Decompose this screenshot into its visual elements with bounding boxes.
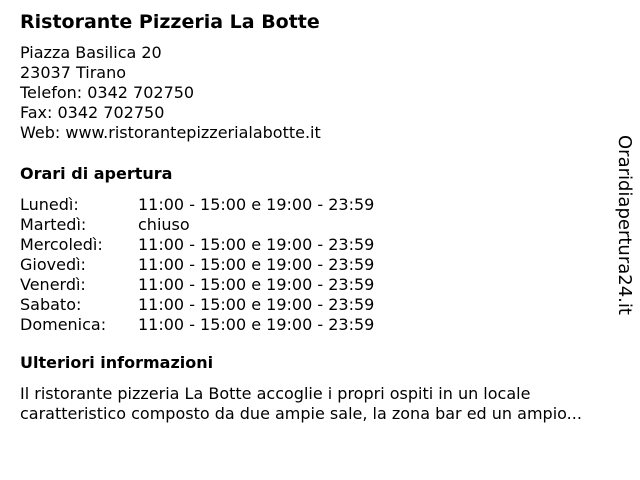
more-info-heading: Ulteriori informazioni (20, 353, 214, 372)
day-label: Giovedì: (20, 255, 86, 274)
hours-row-saturday (20, 295, 374, 315)
phone-number: Telefon: 0342 702750 (20, 83, 195, 102)
site-watermark: Oraridiapertura24.it (614, 135, 635, 315)
opening-hours-heading: Orari di apertura (20, 164, 173, 183)
day-label: Mercoledì: (20, 235, 103, 254)
business-name: Ristorante Pizzeria La Botte (20, 11, 320, 33)
hours-row-thursday (20, 255, 374, 275)
address-block (20, 43, 321, 143)
description-line: caratteristico composto da due ampie sale, la zona bar ed un ampio... (20, 404, 582, 423)
fax-number: Fax: 0342 702750 (20, 103, 165, 122)
website-link[interactable]: www.ristorantepizzerialabotte.it (65, 123, 321, 142)
day-label: Venerdì: (20, 275, 86, 294)
hours-value: 11:00 - 15:00 e 19:00 - 23:59 (138, 295, 375, 314)
hours-value: chiuso (138, 215, 190, 234)
website-line (20, 123, 321, 143)
hours-value: 11:00 - 15:00 e 19:00 - 23:59 (138, 255, 375, 274)
hours-row-tuesday (20, 215, 374, 235)
day-label: Sabato: (20, 295, 82, 314)
address-city: 23037 Tirano (20, 63, 127, 82)
description-text (20, 384, 635, 424)
website-label: Web: (20, 123, 66, 142)
address-street: Piazza Basilica 20 (20, 43, 162, 62)
hours-value: 11:00 - 15:00 e 19:00 - 23:59 (138, 195, 375, 214)
opening-hours-table (20, 195, 374, 335)
hours-value: 11:00 - 15:00 e 19:00 - 23:59 (138, 315, 375, 334)
description-line: Il ristorante pizzeria La Botte accoglie i propri ospiti in un locale (20, 384, 531, 403)
hours-row-sunday (20, 315, 374, 335)
hours-row-monday (20, 195, 374, 215)
day-label: Lunedì: (20, 195, 79, 214)
hours-value: 11:00 - 15:00 e 19:00 - 23:59 (138, 275, 375, 294)
hours-row-friday (20, 275, 374, 295)
hours-value: 11:00 - 15:00 e 19:00 - 23:59 (138, 235, 375, 254)
day-label: Domenica: (20, 315, 107, 334)
hours-row-wednesday (20, 235, 374, 255)
day-label: Martedì: (20, 215, 87, 234)
